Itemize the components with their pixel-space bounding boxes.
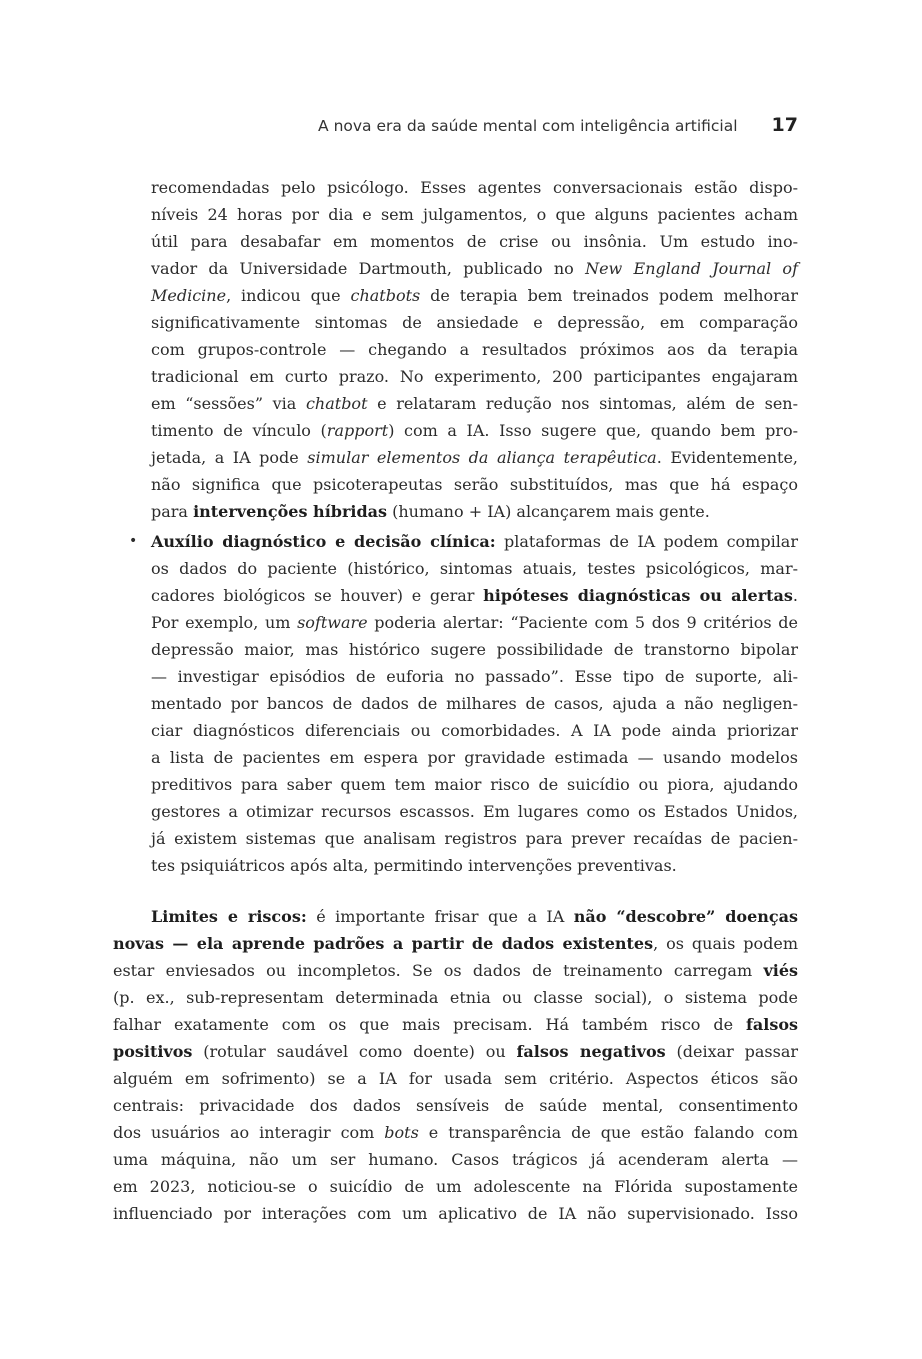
text-line xyxy=(151,363,798,390)
text-line xyxy=(151,201,798,228)
text-run: vador da Universidade Dartmouth, publicado no xyxy=(151,259,586,278)
text-line xyxy=(151,852,798,879)
text-line xyxy=(113,984,798,1011)
text-line xyxy=(151,555,798,582)
text-run: (rotular saudável como doente) ou xyxy=(192,1042,517,1061)
italic-text: simular elementos da aliança terapêutica xyxy=(307,448,657,467)
text-line xyxy=(151,636,798,663)
bold-text: falsos negativos xyxy=(516,1042,666,1061)
text-run: , indicou que xyxy=(226,286,351,305)
text-run: alguém em sofrimento) se a IA for usada sem critério. Aspectos éticos são xyxy=(113,1069,798,1088)
text-run: de terapia bem treinados podem melhorar xyxy=(420,286,798,305)
text-run: centrais: privacidade dos dados sensíveis de saúde mental, consentimento xyxy=(113,1096,798,1115)
text-line xyxy=(151,444,798,471)
italic-text: bots xyxy=(384,1123,419,1142)
text-line xyxy=(151,744,798,771)
bold-text: Limites e riscos: xyxy=(151,907,307,926)
text-line xyxy=(151,282,798,309)
text-run: níveis 24 horas por dia e sem julgamentos, o que alguns pacientes acham xyxy=(151,205,798,224)
continued-bullet-text xyxy=(113,174,798,525)
bold-text: positivos xyxy=(113,1042,193,1061)
bullet-marker: • xyxy=(129,533,138,549)
text-run: . Evidentemente, xyxy=(656,448,799,467)
text-run: e relataram redução nos sintomas, além de sen- xyxy=(367,394,798,413)
text-run: em “sessões” via xyxy=(151,394,306,413)
text-line xyxy=(151,528,798,555)
text-line xyxy=(151,663,798,690)
text-run: ciar diagnósticos diferenciais ou comorbidades. A IA pode ainda priorizar xyxy=(151,721,798,740)
bold-text: não “descobre” doenças xyxy=(573,907,799,926)
text-run: preditivos para saber quem tem maior risco de suicídio ou piora, ajudando xyxy=(151,775,798,794)
text-run: estar enviesados ou incompletos. Se os dados de treinamento carregam xyxy=(113,961,764,980)
text-run: os dados do paciente (histórico, sintomas atuais, testes psicológicos, mar- xyxy=(151,559,798,578)
text-line xyxy=(151,609,798,636)
text-run: — investigar episódios de euforia no passado”. Esse tipo de suporte, ali- xyxy=(151,667,798,686)
text-line xyxy=(151,771,798,798)
text-run: (p. ex., sub-representam determinada etnia ou classe social), o sistema pode xyxy=(113,988,798,1007)
text-line xyxy=(113,1092,798,1119)
text-line xyxy=(113,957,798,984)
italic-text: Medicine xyxy=(151,286,227,305)
bold-text: viés xyxy=(763,961,798,980)
italic-text: chatbot xyxy=(305,394,368,413)
text-run: poderia alertar: “Paciente com 5 dos 9 critérios de xyxy=(367,613,798,632)
text-line xyxy=(151,228,798,255)
text-run: timento de vínculo ( xyxy=(151,421,327,440)
text-line xyxy=(151,798,798,825)
text-line xyxy=(113,930,798,957)
bold-text: Auxílio diagnóstico e decisão clínica: xyxy=(151,532,496,551)
text-run: para xyxy=(151,502,194,521)
text-run: tradicional em curto prazo. No experimento, 200 participantes engajaram xyxy=(151,367,798,386)
text-run: não significa que psicoterapeutas serão substituídos, mas que há espaço xyxy=(151,475,798,494)
text-line xyxy=(151,471,798,498)
bullet-item-diagnostico xyxy=(113,528,798,879)
running-header xyxy=(318,114,798,136)
text-line xyxy=(151,174,798,201)
text-run: dos usuários ao interagir com xyxy=(113,1123,385,1142)
text-run: cadores biológicos se houver) e gerar xyxy=(151,586,484,605)
text-line xyxy=(151,690,798,717)
bold-text: intervenções híbridas xyxy=(193,502,388,521)
text-run: gestores a otimizar recursos escassos. Em lugares como os Estados Unidos, xyxy=(151,802,798,821)
text-line xyxy=(151,255,798,282)
text-run: tes psiquiátricos após alta, permitindo intervenções preventivas. xyxy=(151,856,677,875)
text-run: com grupos-controle — chegando a resultados próximos aos da terapia xyxy=(151,340,798,359)
text-run: Por exemplo, um xyxy=(151,613,298,632)
text-run: significativamente sintomas de ansiedade e depressão, em comparação xyxy=(151,313,798,332)
text-line xyxy=(151,336,798,363)
italic-text: New England Journal of xyxy=(585,259,798,278)
text-line xyxy=(151,825,798,852)
bold-text: falsos xyxy=(745,1015,798,1034)
text-run: é importante frisar que a IA xyxy=(306,907,574,926)
bold-text: novas — ela aprende padrões a partir de dados existentes xyxy=(113,934,654,953)
text-line xyxy=(113,1065,798,1092)
text-run: já existem sistemas que analisam registros para prever recaídas de pacien- xyxy=(151,829,798,848)
paragraph-limites-riscos xyxy=(113,903,798,1227)
text-run: jetada, a IA pode xyxy=(151,448,308,467)
text-line xyxy=(113,1119,798,1146)
text-line xyxy=(113,1011,798,1038)
text-line xyxy=(113,1200,798,1227)
text-run: útil para desabafar em momentos de crise ou insônia. Um estudo ino- xyxy=(151,232,798,251)
italic-text: software xyxy=(297,613,368,632)
text-line xyxy=(113,903,798,930)
text-run: influenciado por interações com um aplicativo de IA não supervisionado. Isso xyxy=(113,1204,798,1223)
text-line xyxy=(151,498,798,525)
paragraph-lines xyxy=(113,903,798,1227)
text-line xyxy=(151,582,798,609)
chapter-title: A nova era da saúde mental com inteligência artificial xyxy=(318,117,738,135)
text-line xyxy=(151,390,798,417)
text-run: , os quais podem xyxy=(653,934,799,953)
text-run: e transparência de que estão falando com xyxy=(418,1123,799,1142)
text-line xyxy=(151,309,798,336)
text-run: plataformas de IA podem compilar xyxy=(495,532,798,551)
text-run: a lista de pacientes em espera por gravidade estimada — usando modelos xyxy=(151,748,798,767)
text-run: uma máquina, não um ser humano. Casos trágicos já acenderam alerta — xyxy=(113,1150,798,1169)
text-run: . xyxy=(792,586,799,605)
text-line xyxy=(113,1038,798,1065)
text-run: (deixar passar xyxy=(665,1042,799,1061)
text-run: mentado por bancos de dados de milhares de casos, ajuda a não negligen- xyxy=(151,694,798,713)
page-number: 17 xyxy=(771,114,798,136)
bullet-lines xyxy=(113,528,798,879)
text-run: ) com a IA. Isso sugere que, quando bem pro- xyxy=(388,421,798,440)
text-run: em 2023, noticiou-se o suicídio de um adolescente na Flórida supostamente xyxy=(113,1177,798,1196)
text-line xyxy=(113,1146,798,1173)
text-run: (humano + IA) alcançarem mais gente. xyxy=(387,502,710,521)
italic-text: rapport xyxy=(326,421,389,440)
italic-text: chatbots xyxy=(350,286,421,305)
text-run: depressão maior, mas histórico sugere possibilidade de transtorno bipolar xyxy=(151,640,798,659)
text-run: falhar exatamente com os que mais precisam. Há também risco de xyxy=(113,1015,746,1034)
bold-text: hipóteses diagnósticas ou alertas xyxy=(483,586,793,605)
text-line xyxy=(151,717,798,744)
text-line xyxy=(151,417,798,444)
continued-lines xyxy=(113,174,798,525)
text-line xyxy=(113,1173,798,1200)
text-run: recomendadas pelo psicólogo. Esses agentes conversacionais estão dispo- xyxy=(151,178,798,197)
